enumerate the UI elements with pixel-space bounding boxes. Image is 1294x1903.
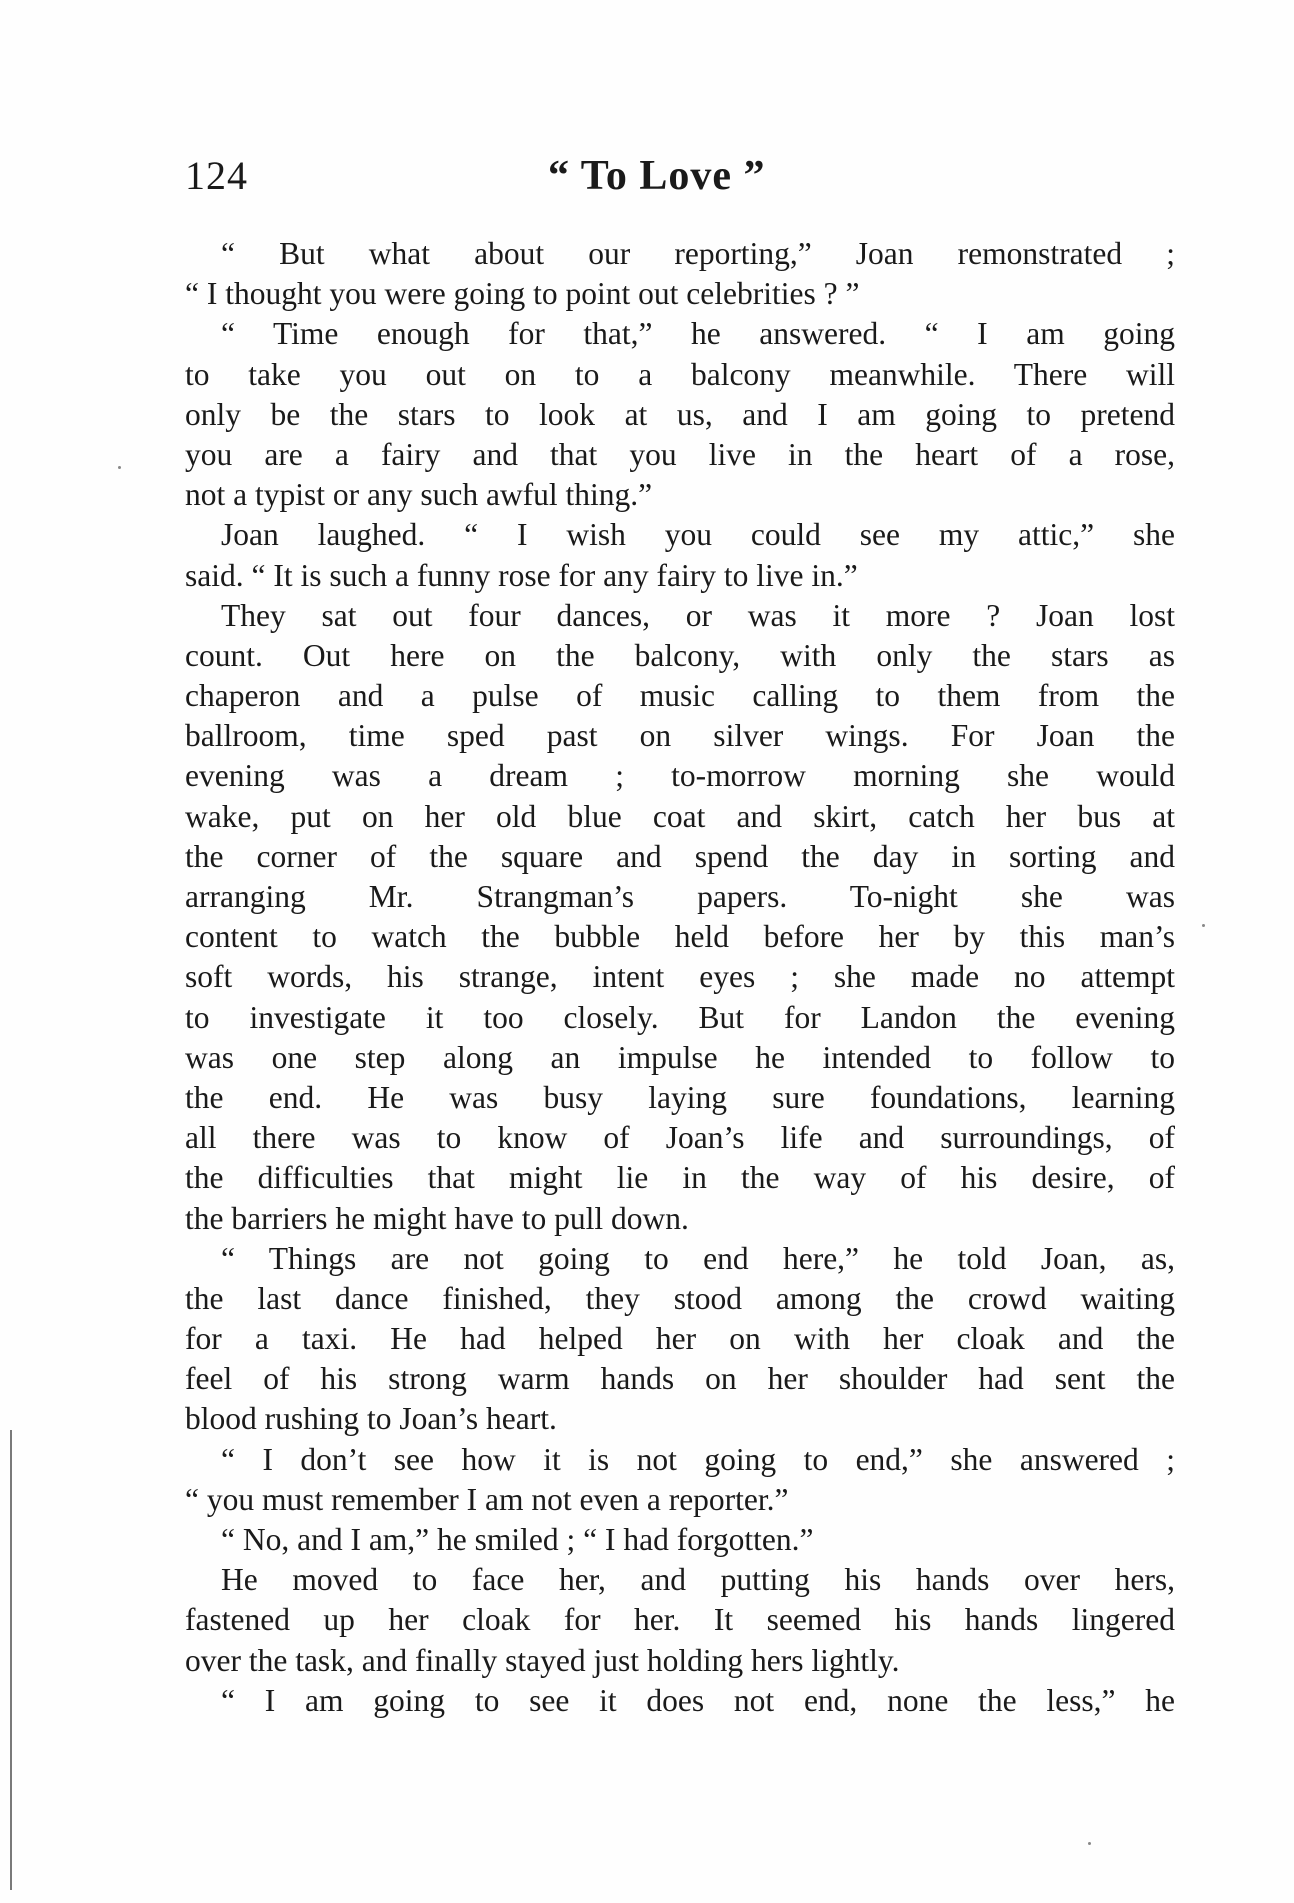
text-line: you are a fairy and that you live in the heart of a rose, <box>185 436 1175 472</box>
text-line: Joan laughed. “ I wish you could see my attic,” she <box>221 517 1175 553</box>
text-line: not a typist or any such awful thing.” <box>185 477 653 513</box>
text-line: wake, put on her old blue coat and skirt, catch her bus at <box>185 798 1175 834</box>
text-line: content to watch the bubble held before her by this man’s <box>185 919 1175 955</box>
text-line: feel of his strong warm hands on her shoulder had sent the <box>185 1361 1175 1397</box>
text-line: “ Things are not going to end here,” he told Joan, as, <box>221 1240 1175 1276</box>
text-line: the difficulties that might lie in the way of his desire, of <box>185 1160 1175 1196</box>
text-line: the end. He was busy laying sure foundations, learning <box>185 1079 1175 1115</box>
running-title: “ To Love ” <box>548 153 766 199</box>
page-number: 124 <box>185 153 248 198</box>
print-speck <box>118 466 121 469</box>
text-line: They sat out four dances, or was it more ? Joan lost <box>221 597 1175 633</box>
text-line: only be the stars to look at us, and I am going to pretend <box>185 396 1175 432</box>
text-line: said. “ It is such a funny rose for any fairy to live in.” <box>185 557 858 593</box>
text-line: “ I thought you were going to point out celebrities ? ” <box>185 276 860 312</box>
text-line: ballroom, time sped past on silver wings. For Joan the <box>185 718 1175 754</box>
running-header <box>0 152 1294 212</box>
text-line: chaperon and a pulse of music calling to them from the <box>185 678 1175 714</box>
text-line: to take you out on to a balcony meanwhile. There will <box>185 356 1175 392</box>
text-line: evening was a dream ; to-morrow morning she would <box>185 758 1175 794</box>
text-line: “ No, and I am,” he smiled ; “ I had forgotten.” <box>221 1522 814 1557</box>
text-line: He moved to face her, and putting his hands over hers, <box>221 1562 1175 1598</box>
text-line: arranging Mr. Strangman’s papers. To-night she was <box>185 879 1175 914</box>
text-line: the barriers he might have to pull down. <box>185 1200 689 1236</box>
text-line: blood rushing to Joan’s heart. <box>185 1401 557 1437</box>
body-text <box>185 234 1175 1721</box>
text-line: “ I am going to see it does not end, none the less,” he <box>221 1682 1175 1718</box>
text-line: to investigate it too closely. But for Landon the evening <box>185 999 1175 1035</box>
print-speck <box>1202 924 1205 927</box>
text-line: the last dance finished, they stood among the crowd waiting <box>185 1280 1175 1316</box>
text-line: over the task, and finally stayed just holding hers lightly. <box>185 1642 900 1678</box>
page-binding-edge <box>10 1430 12 1890</box>
text-line: count. Out here on the balcony, with only the stars as <box>185 637 1175 673</box>
text-line: the corner of the square and spend the day in sorting and <box>185 838 1175 874</box>
text-line: fastened up her cloak for her. It seemed his hands lingered <box>185 1602 1175 1638</box>
text-line: “ I don’t see how it is not going to end,” she answered ; <box>221 1441 1175 1477</box>
text-line: “ But what about our reporting,” Joan remonstrated ; <box>221 236 1175 271</box>
text-line: was one step along an impulse he intended to follow to <box>185 1039 1175 1075</box>
text-line: “ Time enough for that,” he answered. “ I am going <box>221 316 1175 352</box>
text-line: soft words, his strange, intent eyes ; she made no attempt <box>185 959 1175 995</box>
text-line: “ you must remember I am not even a reporter.” <box>185 1481 789 1517</box>
text-line: all there was to know of Joan’s life and surroundings, of <box>185 1120 1175 1156</box>
text-line: for a taxi. He had helped her on with her cloak and the <box>185 1321 1175 1357</box>
print-speck <box>1088 1842 1091 1845</box>
